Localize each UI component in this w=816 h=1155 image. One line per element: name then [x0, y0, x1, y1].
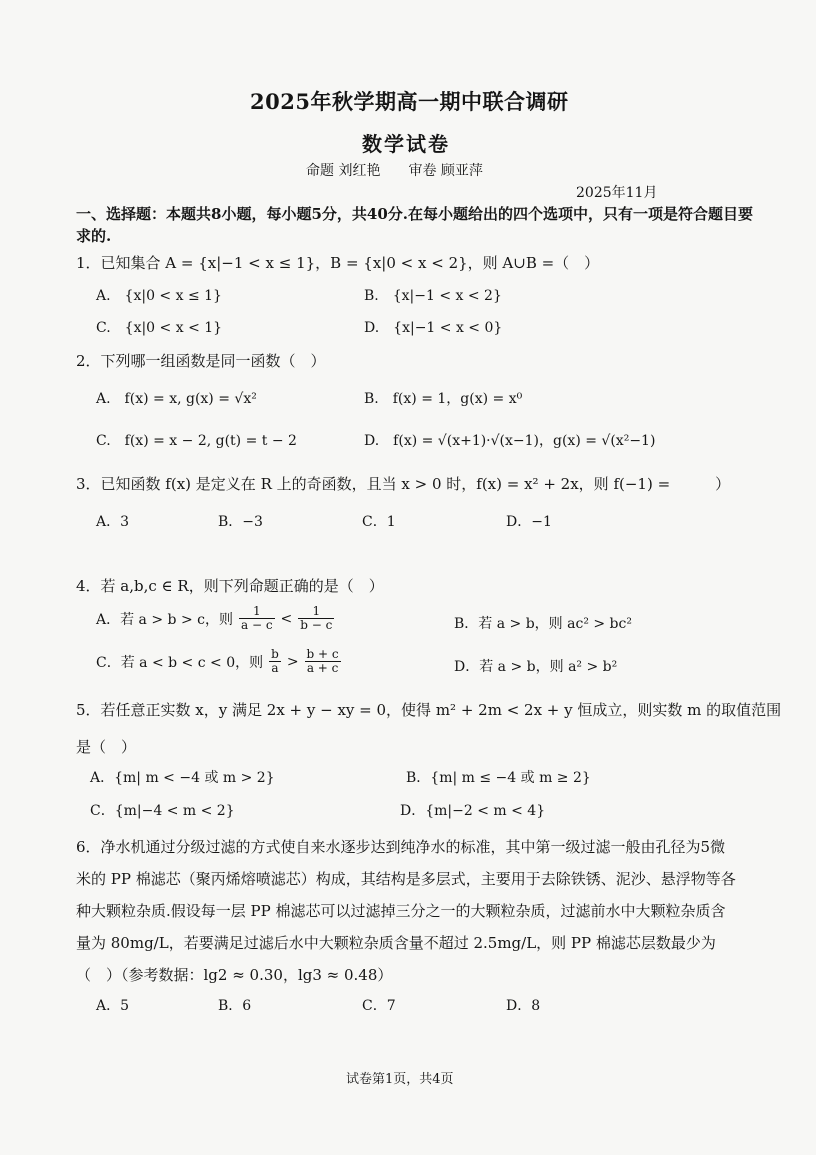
question-4-option-c	[96, 648, 343, 675]
question-6-option-c: C．7	[362, 998, 396, 1014]
question-1-option-d: D. {x|−1 < x < 0}	[364, 320, 503, 336]
question-2-option-b: B. f(x) = 1，g(x) = x⁰	[364, 391, 523, 407]
question-4-option-b: B．若 a > b，则 ac² > bc²	[454, 616, 632, 632]
question-4-stem: 4．若 a,b,c ∈ R，则下列命题正确的是（ ）	[76, 577, 384, 595]
fraction: $\frac{b + c}{a + c}$	[306, 647, 339, 675]
option-c-condition: C．若 a < b < c < 0，则	[96, 654, 264, 671]
question-2-option-c: C. f(x) = x − 2, g(t) = t − 2	[96, 433, 297, 449]
question-5-option-a: A．{m| m < −4 或 m > 2}	[90, 770, 275, 786]
question-5-option-d: D．{m|−2 < m < 4}	[400, 803, 546, 819]
question-5-option-b: B．{m| m ≤ −4 或 m ≥ 2}	[406, 770, 591, 786]
question-3-option-a: A．3	[96, 514, 130, 530]
question-2-option-a: A. f(x) = x, g(x) = √x²	[96, 391, 257, 407]
relation-sign: >	[286, 653, 299, 670]
question-6-option-b: B．6	[218, 998, 252, 1014]
exam-subtitle: 数学试卷	[362, 132, 450, 156]
question-5-stem-cont: 是（ ）	[76, 738, 137, 756]
question-5-stem: 5．若任意正实数 x，y 满足 2x + y − xy = 0，使得 m² + 2m < 2x + y 恒成立，则实数 m 的取值范围	[76, 701, 782, 719]
question-3-option-b: B．−3	[218, 514, 263, 530]
option-a-condition: A．若 a > b > c，则	[96, 611, 233, 628]
fraction: $\frac{1}{b - c}$	[300, 604, 333, 632]
question-1-option-a: A. {x|0 < x ≤ 1}	[96, 288, 222, 304]
question-2-option-d: D. f(x) = √(x+1)·√(x−1)，g(x) = √(x²−1)	[364, 433, 656, 449]
question-1-option-b: B. {x|−1 < x < 2}	[364, 288, 502, 304]
question-6-stem: 6．净水机通过分级过滤的方式使自来水逐步达到纯净水的标准，其中第一级过滤一般由孔径为5微米的 PP 棉滤芯（聚丙烯熔喷滤芯）构成，其结构是多层式，主要用于去除铁锈、泥沙、悬浮物等各种大颗粒杂质.假设每一层 PP 棉滤芯可以过滤掉三分之一的大颗粒杂质，过滤前水中大颗粒杂质含量为 80mg/L，若要满足过滤后水中大颗粒杂质含量不超过 2.5mg/L，则 PP 棉滤芯层数最少为（ ）（参考数据：lg2 ≈ 0.30，lg3 ≈ 0.48）	[76, 838, 736, 984]
question-3-option-c: C．1	[362, 514, 396, 530]
question-6-option-d: D．8	[506, 998, 541, 1014]
fraction: $\frac{b}{a}$	[271, 647, 279, 675]
question-1-option-c: C. {x|0 < x < 1}	[96, 320, 223, 336]
exam-title: 2025年秋学期高一期中联合调研	[250, 89, 569, 114]
question-6-option-a: A．5	[96, 998, 130, 1014]
question-3-option-d: D．−1	[506, 514, 552, 530]
question-1-stem: 1．已知集合 A = {x|−1 < x ≤ 1}，B = {x|0 < x < 2}，则 A∪B =（ ）	[76, 254, 600, 272]
question-3-stem: 3．已知函数 f(x) 是定义在 R 上的奇函数，且当 x > 0 时，f(x) = x² + 2x，则 f(−1) = ）	[76, 475, 731, 493]
relation-sign: <	[280, 610, 293, 627]
question-5-option-c: C．{m|−4 < m < 2}	[90, 803, 235, 819]
question-4-option-d: D．若 a > b，则 a² > b²	[454, 659, 618, 675]
question-4-option-a	[96, 605, 336, 632]
fraction: $\frac{1}{a - c}$	[240, 604, 273, 632]
section-heading: 一、选择题：本题共8小题，每小题5分，共40分.在每小题给出的四个选项中，只有一项是符合题目要求的.	[76, 205, 753, 245]
page-footer: 试卷第1页，共4页	[346, 1072, 454, 1087]
authors-line: 命题 刘红艳 审卷 顾亚萍	[306, 163, 483, 179]
exam-date: 2025年11月	[576, 185, 658, 201]
question-2-stem: 2．下列哪一组函数是同一函数（ ）	[76, 352, 326, 370]
